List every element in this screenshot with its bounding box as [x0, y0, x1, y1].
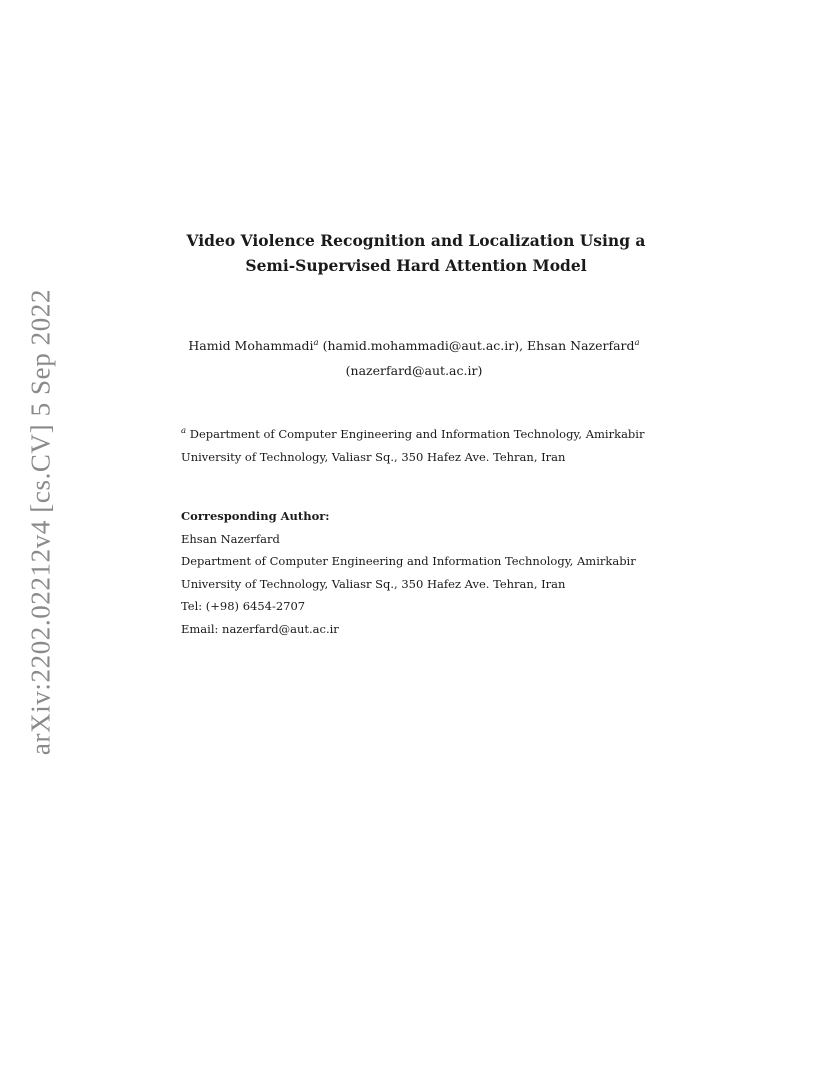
affiliation-block [181, 423, 644, 468]
corresponding-author-block [181, 505, 636, 640]
title-line-2: Semi-Supervised Hard Attention Model [245, 256, 587, 275]
corresponding-dept-line-1: Department of Computer Engineering and Information Technology, Amirkabir [181, 554, 636, 568]
arxiv-stamp: arXiv:2202.02212v4 [cs.CV] 5 Sep 2022 [25, 288, 56, 756]
corresponding-email: Email: nazerfard@aut.ac.ir [181, 621, 339, 636]
affiliation-marker: a [181, 426, 187, 436]
paper-title [0, 228, 828, 278]
corresponding-dept-line-2: University of Technology, Valiasr Sq., 350 Hafez Ave. Tehran, Iran [181, 576, 566, 591]
author-2-email: (nazerfard@aut.ac.ir) [345, 363, 483, 378]
corresponding-tel: Tel: (+98) 6454-2707 [181, 599, 306, 613]
corresponding-name: Ehsan Nazerfard [181, 531, 280, 546]
author-1-affil-marker: a [313, 338, 319, 348]
author-1-email-and-author-2: (hamid.mohammadi@aut.ac.ir), Ehsan Nazerfard [322, 338, 635, 353]
affiliation-line-1 [181, 423, 644, 446]
title-line-1: Video Violence Recognition and Localization Using a [186, 231, 646, 250]
affiliation-text-1: Department of Computer Engineering and Information Technology, Amirkabir [186, 427, 645, 441]
author-line [0, 338, 828, 354]
author-2-affil-marker: a [634, 338, 640, 348]
corresponding-heading: Corresponding Author: [181, 509, 330, 523]
affiliation-line-2: University of Technology, Valiasr Sq., 350 Hafez Ave. Tehran, Iran [181, 449, 566, 464]
author-1-name: Hamid Mohammadi [188, 338, 314, 353]
